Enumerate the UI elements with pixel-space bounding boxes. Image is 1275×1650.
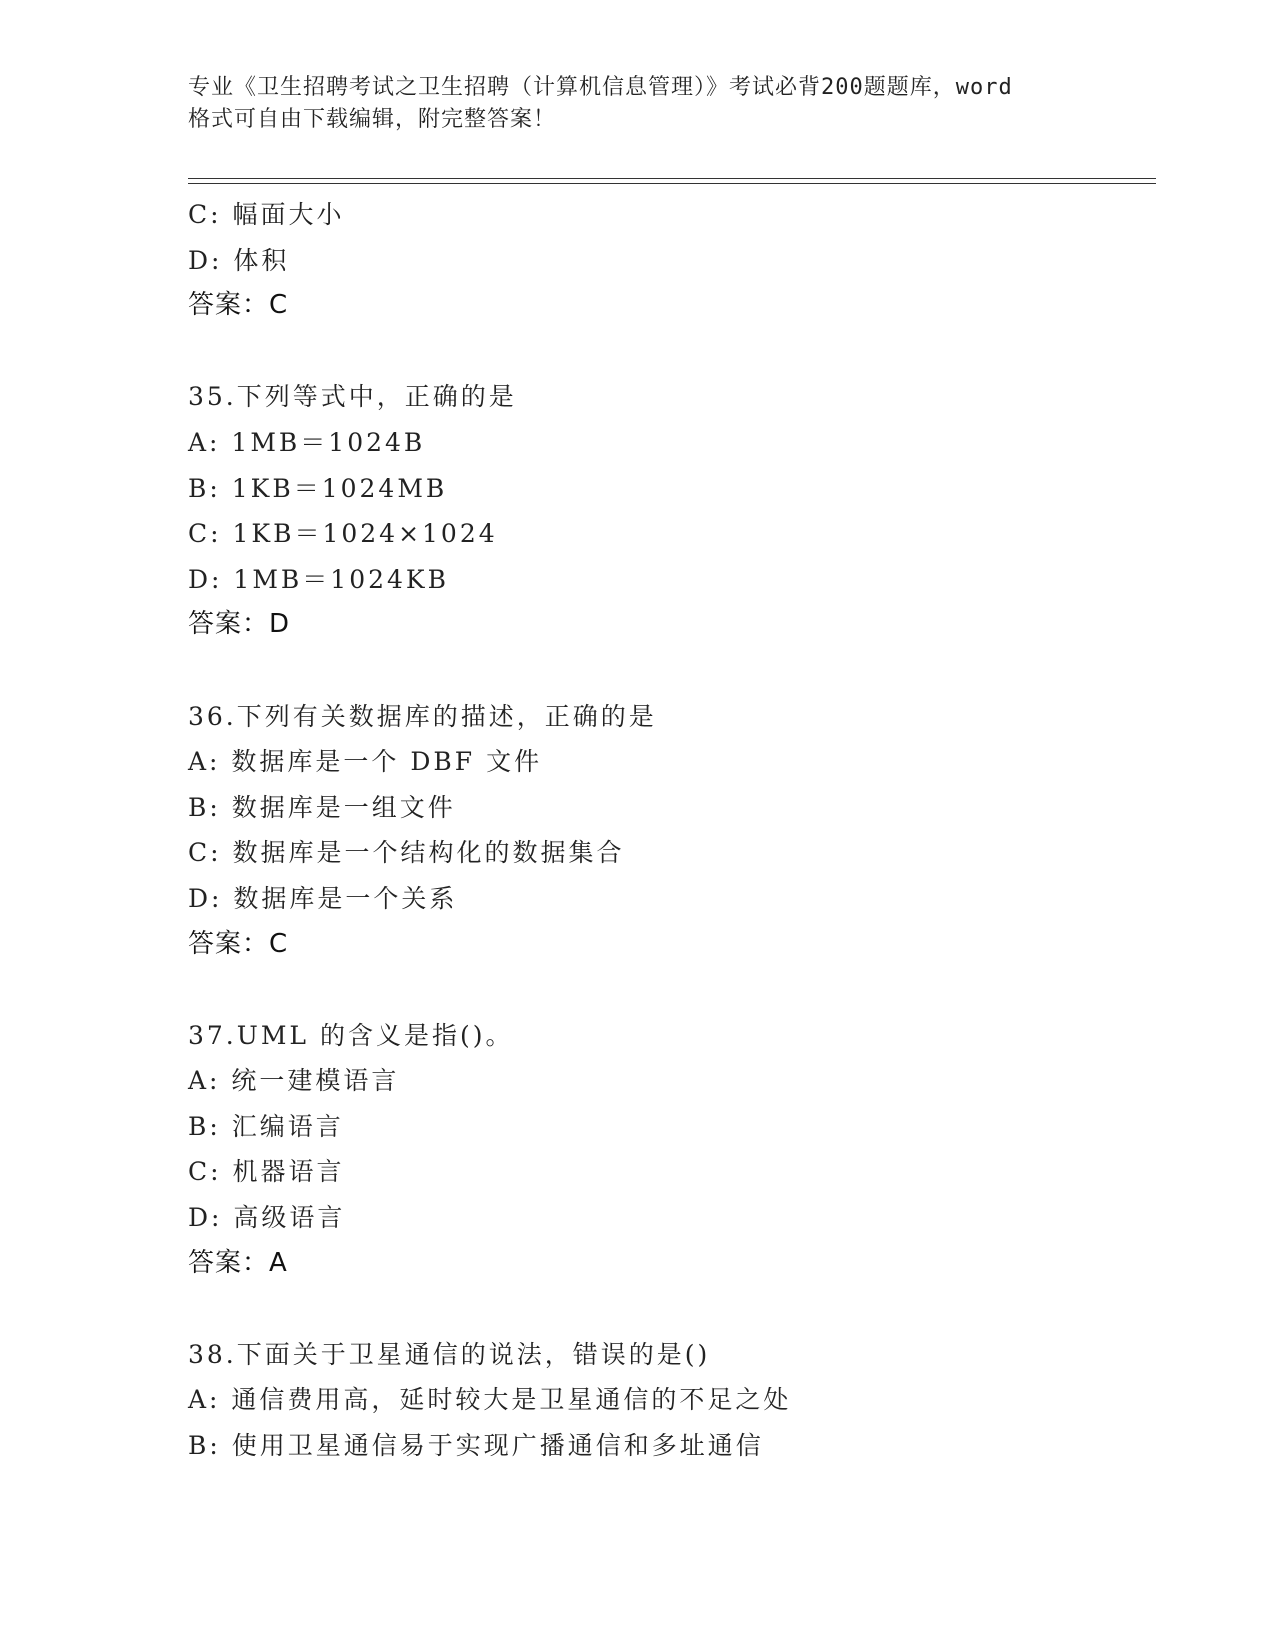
question-list [188, 192, 1148, 1469]
header-divider-bottom [188, 183, 1156, 184]
spacer [188, 648, 1148, 694]
option-a: A: 数据库是一个 DBF 文件 [188, 747, 543, 777]
option-a: A: 统一建模语言 [188, 1066, 400, 1096]
option-a: A: 通信费用高，延时较大是卫星通信的不足之处 [188, 1385, 792, 1415]
option-c: C: 1KB＝1024×1024 [188, 519, 498, 549]
question-block-37 [188, 1013, 1148, 1287]
header-divider-top [188, 178, 1156, 179]
option-b: B: 数据库是一组文件 [188, 792, 456, 822]
option-d: D: 体积 [188, 245, 290, 275]
answer-line: 答案：A [188, 1247, 288, 1278]
option-c: C: 数据库是一个结构化的数据集合 [188, 838, 625, 868]
option-b: B: 使用卫星通信易于实现广播通信和多址通信 [188, 1431, 764, 1461]
option-d: D: 高级语言 [188, 1203, 346, 1233]
spacer [188, 967, 1148, 1013]
answer-line: 答案：C [188, 290, 289, 321]
question-block-38 [188, 1332, 1148, 1469]
option-b: B: 汇编语言 [188, 1111, 344, 1141]
option-c: C: 幅面大小 [188, 200, 345, 229]
spacer [188, 329, 1148, 375]
question-text: 36.下列有关数据库的描述，正确的是 [188, 701, 657, 731]
question-block-36 [188, 694, 1148, 968]
header-line-1: 专业《卫生招聘考试之卫生招聘（计算机信息管理）》考试必背200题题库，word [188, 75, 1013, 100]
option-b: B: 1KB＝1024MB [188, 473, 448, 503]
document-header [188, 72, 1088, 136]
option-a: A: 1MB＝1024B [188, 427, 426, 457]
answer-line: 答案：D [188, 609, 291, 640]
question-text: 38.下面关于卫星通信的说法，错误的是() [188, 1339, 711, 1369]
option-c: C: 机器语言 [188, 1157, 345, 1187]
question-block-continued [188, 192, 1148, 329]
question-text: 35.下列等式中，正确的是 [188, 382, 517, 412]
option-d: D: 1MB＝1024KB [188, 564, 449, 594]
option-d: D: 数据库是一个关系 [188, 883, 458, 913]
header-line-2: 格式可自由下载编辑，附完整答案！ [188, 107, 557, 132]
question-block-35 [188, 374, 1148, 648]
spacer [188, 1286, 1148, 1332]
question-text: 37.UML 的含义是指()。 [188, 1020, 514, 1050]
answer-line: 答案：C [188, 928, 289, 959]
